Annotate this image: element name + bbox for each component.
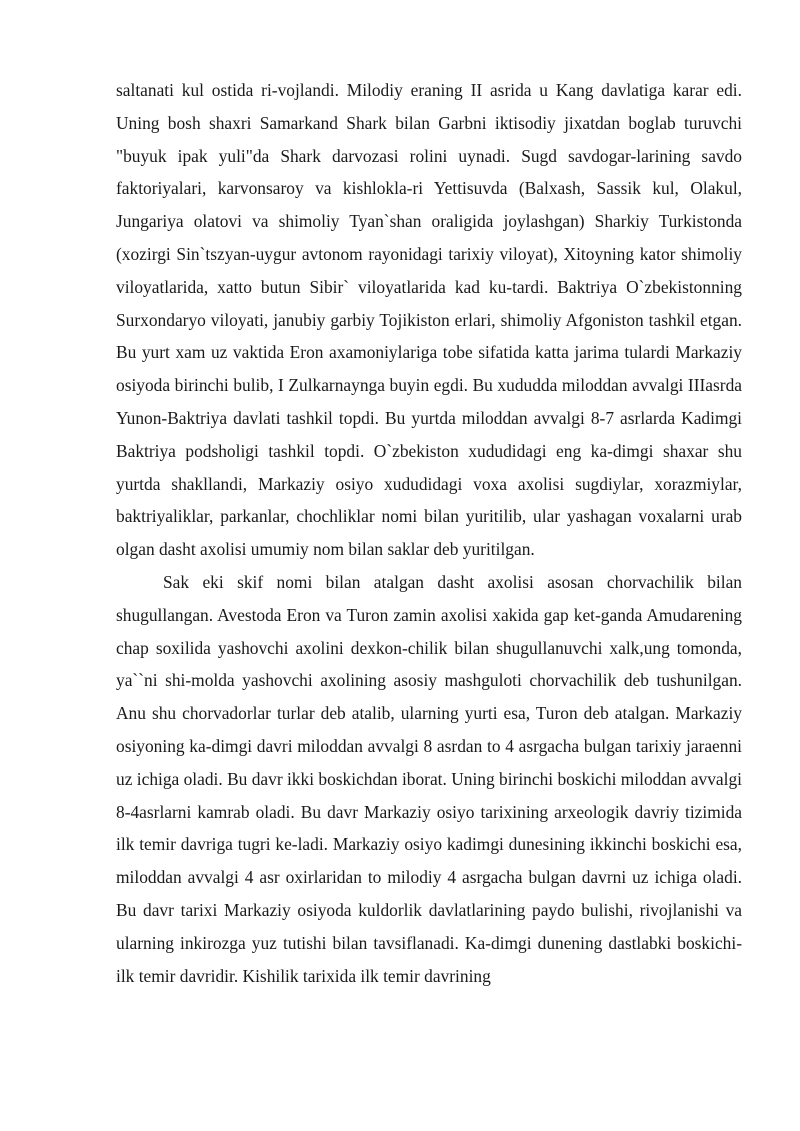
body-text: [116, 74, 742, 992]
paragraph-saltanati: saltanati kul ostida ri-vojlandi. Milodiy eraning II asrida u Kang davlatiga karar edi. Uning bosh shaxri Samarkand Shark bilan Garbni iktisodiy jixatdan boglab turuvchi "buyuk ipak yuli"da Shark darvozasi rolini uynadi. Sugd savdogar-larining savdo faktoriyalari, karvonsaroy va kishlokla-ri Yettisuvda (Balxash, Sassik kul, Olakul, Jungariya olatovi va shimoliy Tyan`shan oraligida joylashgan) Sharkiy Turkistonda (xozirgi Sin`tszyan-uygur avtonom rayonidagi tarixiy viloyat), Xitoyning kator shimoliy viloyatlarida, xatto butun Sibir` viloyatlarida kad ku-tardi. Baktriya O`zbekistonning Surxondaryo viloyati, janubiy garbiy Tojikiston erlari, shimoliy Afgoniston tashkil etgan. Bu yurt xam uz vaktida Eron axamoniylariga tobe sifatida katta jarima tulardi Markaziy osiyoda birinchi bulib, I Zulkarnaynga buyin egdi. Bu xududda miloddan avvalgi IIIasrda Yunon-Baktriya davlati tashkil topdi. Bu yurtda miloddan avvalgi 8-7 asrlarda Kadimgi Baktriya podsholigi tashkil topdi. O`zbekiston xududidagi eng ka-dimgi shaxar shu yurtda shakllandi, Markaziy osiyo xududidagi voxa axolisi sugdiylar, xorazmiylar, baktriyaliklar, parkanlar, chochliklar nomi bilan yuritilib, ular yashagan voxalarni urab olgan dasht axolisi umumiy nom bilan saklar deb yuritilgan.: [116, 80, 742, 560]
paragraph-sak-eki-skif: Sak eki skif nomi bilan atalgan dasht axolisi asosan chorvachilik bilan shugullangan. Avestoda Eron va Turon zamin axolisi xakida gap ket-ganda Amudarening chap soxilida yashovchi axolini dexkon-chilik bilan shugullanuvchi xalk,ung tomonda, ya``ni shi-molda yashovchi axolining asosiy mashguloti chorvachilik deb tushunilgan. Anu shu chorvadorlar turlar deb atalib, ularning yurti esa, Turon deb atalgan. Markaziy osiyoning ka-dimgi davri miloddan avvalgi 8 asrdan to 4 asrgacha bulgan tarixiy jaraenni uz ichiga oladi. Bu davr ikki boskichdan iborat. Uning birinchi boskichi miloddan avvalgi 8-4asrlarni kamrab oladi. Bu davr Markaziy osiyo tarixining arxeologik davriy tizimida ilk temir davriga tugri ke-ladi. Markaziy osiyo kadimgi dunesining ikkinchi boskichi esa, miloddan avvalgi 4 asr oxirlaridan to milodiy 4 asrgacha bulgan davrni uz ichiga oladi. Bu davr tarixi Markaziy osiyoda kuldorlik davlatlarining paydo bulishi, rivojlanishi va ularning inkirozga yuz tutishi bilan tavsiflanadi. Ka-dimgi dunening dastlabki boskichi-ilk temir davridir. Kishilik tarixida ilk temir davrining: [116, 571, 742, 986]
